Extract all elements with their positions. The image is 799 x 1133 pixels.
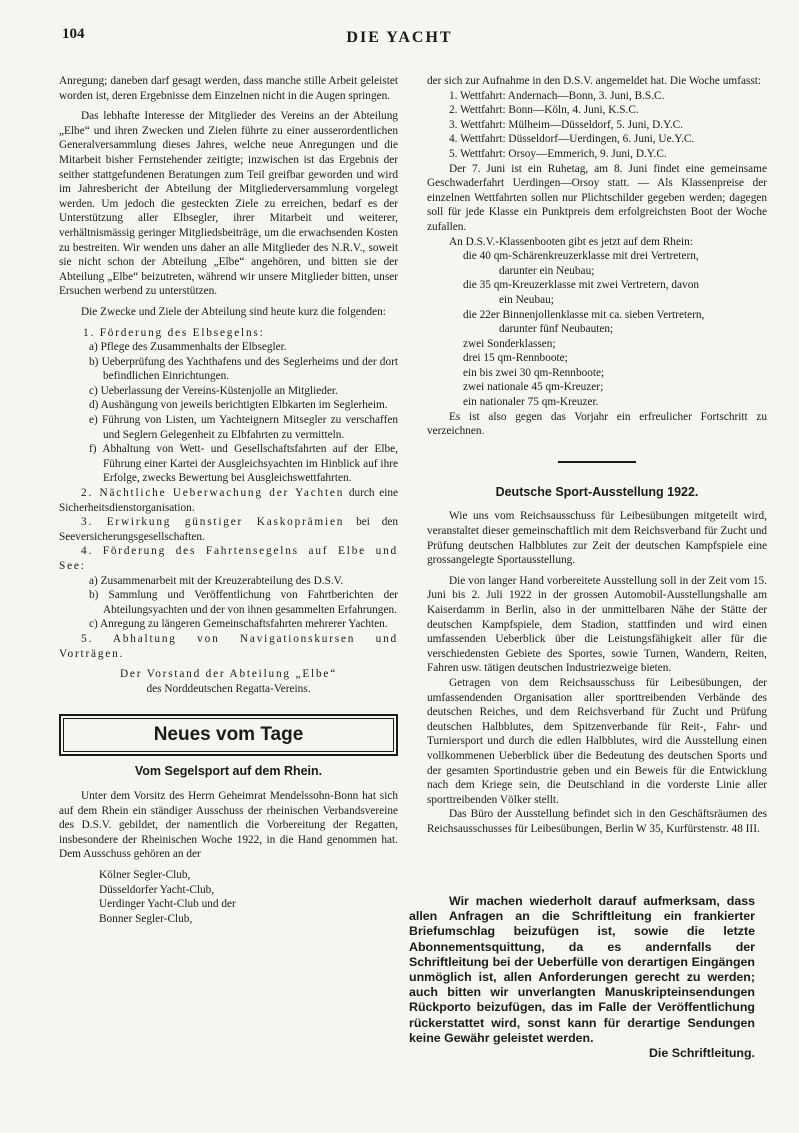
class-item: darunter ein Neubau; [499, 264, 595, 277]
class-item: drei 15 qm-Rennboote; [463, 352, 568, 365]
paragraph: Das lebhafte Interesse der Mitglieder des Vereins an der Abteilung „Elbe“ und ihren Zwecken und Zielen führte zu einer ausserordentlichen Generalversammlung dieses Jahres, welche neue Anregungen und die Mitarbeit bisher Fernstehender zeitigte; inzwischen ist das Ergebnis der seither stattgefundenen Beratungen zum Teil greifbar geworden und wird im Jahresbericht der Abteilung der Mitgliederversammlung vorgelegt werden. Um jedoch die gesteckten Ziele zu erreichen, bedarf es der Unterstützung aller Elbsegler, ihrer Mitarbeit und weiterer, verhältnismässig geringer Mitgliedsbeiträge, um die erwachsenden Kosten zu bestreiten. Wir wenden uns daher an alle Mitglieder des N.R.V., soweit sie nicht schon der Abteilung „Elbe“ angehören, und bitten sie der Abteilung „Elbe“ beizutreten, während wir unsere Mitglieder bitten, unser Ersuchen werbend zu unterstützen. [59, 110, 398, 298]
race-item: 4. Wettfahrt: Düsseldorf—Uerdingen, 6. Juni, Ue.Y.C. [449, 133, 695, 146]
page-number: 104 [62, 26, 85, 42]
club-item: Uerdinger Yacht-Club und der [99, 898, 236, 911]
running-head: DIE YACHT [346, 29, 453, 46]
list-item: 5. Abhaltung von Navigationskursen und Vorträgen. [59, 632, 398, 660]
list-item [59, 486, 398, 515]
paragraph: Die von langer Hand vorbereitete Ausstellung soll in der Zeit vom 15. Juni bis 2. Juli 1922 in der grossen Automobil-Ausstellungshalle am Kaiserdamm in Berlin, also in der unmittelbaren Nähe der Stätte der deutschen Kampfspiele, dem Stadion, stattfinden und wird einen umfassenden Ueberblick über die Leistungsfähigkeit aller für die verschiedensten Gebiete des Sportes, sowie Turnen, Wandern, Reiten, Fahren usw. tätigen deutschen Industriezweige bieten. [427, 574, 767, 675]
section-divider [558, 461, 636, 463]
list-item-title: 2. Nächtliche Ueberwachung der Yachten [81, 487, 345, 500]
paragraph: Unter dem Vorsitz des Herrn Geheimrat Mendelssohn-Bonn hat sich auf dem Rhein ein ständiger Ausschuss der rheinischen Verbandsvereine des D.S.V. gebildet, der namentlich die Vorbereitung der Regatten, insbesondere der Rheinischen Woche 1922, in die Hand genommen hat. Dem Ausschuss gehören an der [59, 789, 398, 861]
class-item: ein bis zwei 30 qm-Rennboote; [463, 366, 605, 379]
class-item: zwei nationale 45 qm-Kreuzer; [463, 381, 604, 394]
list-item-title: 3. Erwirkung günstiger Kaskoprämien [81, 516, 345, 529]
paragraph: der sich zur Aufnahme in den D.S.V. angemeldet hat. Die Woche umfasst: [427, 75, 762, 87]
paragraph: Wie uns vom Reichsausschuss für Leibesübungen mitgeteilt wird, veranstaltet dieser gemeinschaftlich mit dem Reichsverband für Zucht und Prüfung deutschen Halbblutes zur Zeit der deutschen Kampfspiele eine grossangelegte Sportausstellung. [427, 510, 767, 567]
list-subitem: b) Sammlung und Veröffentlichung von Fahrtberichten der Abteilungsyachten und der von ihnen gesammelten Erfahrungen. [89, 589, 398, 616]
editorial-notice [409, 894, 755, 1061]
paragraph: Der 7. Juni ist ein Ruhetag, am 8. Juni findet eine gemeinsame Geschwaderfahrt Uerdingen—Orsoy statt. — Als Klassenpreise der einzelnen Wettfahrten sollen nur Plichtschilder gegeben werden; dagegen soll für jede Klasse ein Punktpreis dem erfolgreichsten Boot der Woche zufallen. [427, 162, 767, 233]
article-heading: Vom Segelsport auf dem Rhein. [134, 764, 323, 779]
section-title: Neues vom Tage [63, 718, 394, 752]
paragraph: Getragen von dem Reichsausschuss für Leibesübungen, der umfassendenden Organisation aller sporttreibenden Verbände des deutschen Reiches, und dem Reichsverband für Zucht und Prüfung deutschen Halbblutes, dem Spitzenverbande für Reit-, Fahr- und Turniersport und durch die edlen Halbblutes, wird die Ausstellung einen vollkommenen Ueberblick über die Bedeutung des deutschen Sports und der gesamten Sportindustrie geben und ein Beweis für die Entwicklung nach dem Kriege sein, die Deutschland in die vorderste Linie aller sporttreibenden Völker stellt. [427, 676, 767, 806]
race-item: 3. Wettfahrt: Mülheim—Düsseldorf, 5. Juni, D.Y.C. [449, 118, 684, 131]
list-subitem: f) Abhaltung von Wett- und Gesellschaftsfahrten auf der Elbe, Führung einer Kartei der Ausgleichsyachten im Hinblick auf ihre Erfolge, zwecks Bewertung bei Ausgleichswettfahrten. [89, 443, 398, 485]
paragraph: An D.S.V.-Klassenbooten gibt es jetzt auf dem Rhein: [449, 235, 693, 248]
notice-signature: Die Schriftleitung. [648, 1046, 755, 1061]
list-subitem: e) Führung von Listen, um Yachteignern Mitsegler zu verschaffen und Seglern Gelegenheit zu Elbfahrten zu vermitteln. [89, 414, 398, 441]
race-item: 2. Wettfahrt: Bonn—Köln, 4. Juni, K.S.C. [449, 104, 639, 117]
class-item: ein nationaler 75 qm-Kreuzer. [463, 396, 599, 409]
list-subitem: b) Ueberprüfung des Yachthafens und des Seglerheims und der dort befindlichen Einrichtungen. [89, 355, 398, 383]
list-item-text: bei den Seeversicherungsgesellschaften. [59, 516, 399, 543]
list-item-text: durch eine Sicherheitsdienstorganisation. [59, 487, 399, 514]
article-heading: Deutsche Sport-Ausstellung 1922. [495, 484, 699, 499]
list-item: 1. Förderung des Elbsegelns: [83, 326, 265, 339]
list-subitem: c) Ueberlassung der Vereins-Küstenjolle an Mitglieder. [89, 384, 338, 397]
list-subitem: a) Pflege des Zusammenhalts der Elbsegler. [89, 341, 287, 354]
list-subitem: c) Anregung zu längeren Gemeinschaftsfahrten mehrerer Yachten. [89, 618, 388, 631]
signature: Der Vorstand der Abteilung „Elbe“ [119, 668, 338, 681]
club-item: Düsseldorfer Yacht-Club, [99, 883, 215, 896]
club-item: Kölner Segler-Club, [99, 868, 191, 881]
class-item: darunter fünf Neubauten; [499, 323, 614, 336]
class-item: die 22er Binnenjollenklasse mit ca. sieben Vertretern, [463, 308, 705, 321]
race-item: 1. Wettfahrt: Andernach—Bonn, 3. Juni, B.S.C. [449, 89, 665, 102]
signature: des Norddeutschen Regatta-Vereins. [146, 682, 311, 695]
race-item: 5. Wettfahrt: Orsoy—Emmerich, 9. Juni, D.Y.C. [449, 147, 667, 160]
list-item: 4. Förderung des Fahrtensegelns auf Elbe und See: [59, 545, 398, 572]
list-subitem: d) Aushängung von jeweils berichtigten Elbkarten im Seglerheim. [89, 399, 388, 412]
class-item: ein Neubau; [499, 293, 554, 306]
right-column [427, 74, 767, 837]
section-banner [59, 714, 398, 756]
paragraph: Das Büro der Ausstellung befindet sich in den Geschäftsräumen des Reichsausschusses für Leibesübungen, Berlin W 35, Kurfürstenstr. 48 III. [427, 808, 767, 835]
list-item [59, 515, 398, 544]
paragraph: Es ist also gegen das Vorjahr ein erfreulicher Fortschritt zu verzeichnen. [427, 410, 767, 438]
paragraph: Anregung; daneben darf gesagt werden, dass manche stille Arbeit geleistet worden ist, deren Ergebnisse dem Einzelnen nicht in die Augen springen. [59, 75, 398, 102]
list-subitem: a) Zusammenarbeit mit der Kreuzerabteilung des D.S.V. [89, 574, 344, 587]
notice-text: Wir machen wiederholt darauf aufmerksam, dass allen Anfragen an die Schriftleitung ein frankierter Briefumschlag beizufügen ist, sowie die letzte Abonnementsquittung, da es andernfalls der Schriftleitung bei der Ueberfülle von derartigen Eingängen unmöglich ist, allen Anforderungen gerecht zu werden; auch bitten wir unverlangten Manuskripteinsendungen Rückporto beizufügen, das im Falle der Veröffentlichung rückerstattet wird, sonst kann für derartige Sendungen keine Gewähr geleistet werden. [409, 894, 755, 1045]
paragraph: Die Zwecke und Ziele der Abteilung sind heute kurz die folgenden: [81, 305, 386, 318]
left-column [59, 74, 398, 926]
class-item: die 35 qm-Kreuzerklasse mit zwei Vertretern, davon [463, 279, 699, 292]
class-item: zwei Sonderklassen; [463, 337, 556, 350]
club-item: Bonner Segler-Club, [99, 912, 193, 925]
class-item: die 40 qm-Schärenkreuzerklasse mit drei Vertretern, [463, 250, 699, 263]
